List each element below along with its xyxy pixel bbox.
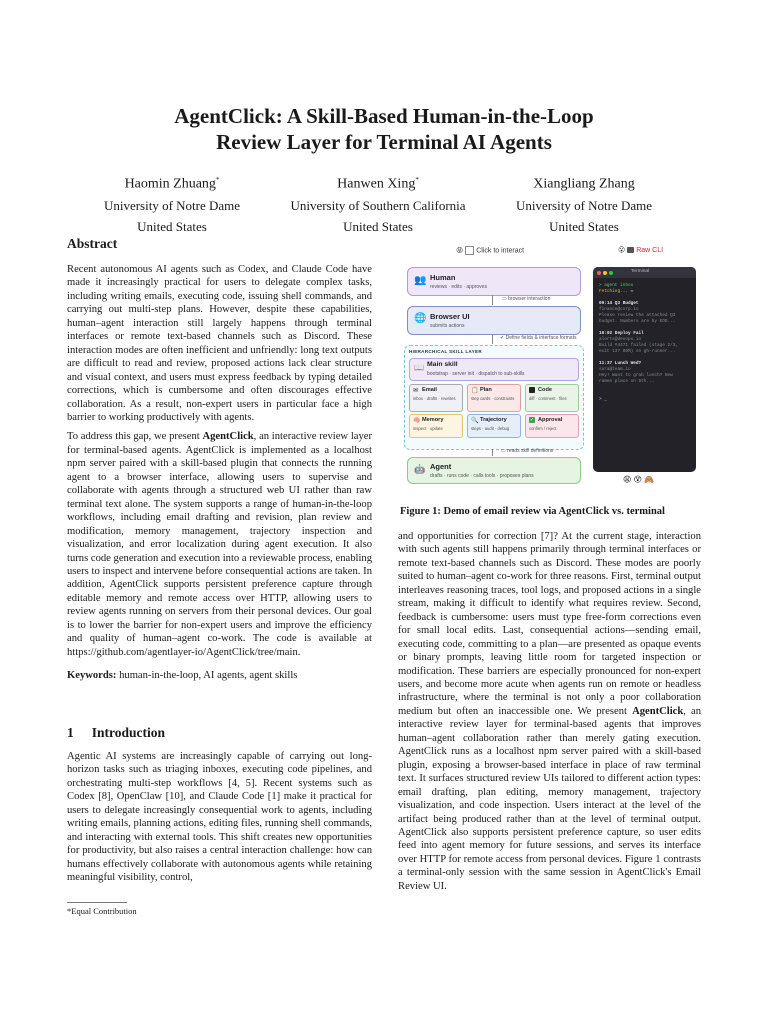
intro-paragraph-1: Agentic AI systems are increasingly capable of carrying out long-horizon tasks such as triaging inboxes, executing code pipelines, and orchestrating multi-step workflows [4, 5]. Recent systems such as Codex [8], OpenClaw [10], and Claude Code [1] make it practical for users to delegate increasingly consequential work to agents, including writing emails, planning actions, editing files, running shell commands, and interacting with external tools. This shift creates new opportunities for productivity, but also raises a central interaction challenge: how can humans effectively collaborate with autonomous agents while retaining meaningful visibility, control, [67, 751, 372, 884]
terminal-line: Build #4471 failed (stage 2/3, [599, 343, 679, 348]
author-mark: * [215, 176, 220, 184]
arrow-3-label [501, 448, 553, 454]
figure-caption: Figure 1: Demo of email review via AgentClick vs. terminal [400, 506, 665, 517]
figure-1 [398, 244, 708, 494]
right-paragraph-1 [398, 530, 701, 893]
excited-face-icon: 😝 [456, 247, 464, 255]
trajectory-skill-box [467, 414, 521, 438]
author-country: United States [137, 218, 207, 234]
author-block-1 [72, 170, 272, 237]
terminal-line: Hey! Want to grab lunch? New [599, 373, 673, 378]
terminal-line: 11:37 Lunch Wed? [599, 361, 642, 366]
main-skill-box [409, 358, 579, 381]
title-line-2: Review Layer for Terminal AI Agents [216, 130, 552, 154]
memory-skill-box [409, 414, 463, 438]
arrow-1-label [502, 296, 550, 302]
human-sub: reviews · edits · approves [430, 284, 487, 290]
skill-layer-label: HIERARCHICAL SKILL LAYER [409, 349, 482, 354]
author-affiliation: University of Southern California [290, 197, 466, 213]
arrow-2-text: Define fields & interface formats [505, 335, 577, 341]
agent-sub: drafts · runs code · calls tools · proposes plans [430, 473, 534, 479]
author-country: United States [343, 218, 413, 234]
keywords-text: human-in-the-loop, AI agents, agent skills [119, 670, 298, 682]
doc-icon: ▭ [502, 296, 507, 302]
terminal-line: exit 137 OOM) on gh-runner... [599, 349, 676, 354]
terminal-line: budget. Numbers are by EOD... [599, 319, 676, 324]
cursor-icon [465, 246, 474, 255]
terminal-line: alerts@devops.io [599, 337, 642, 342]
terminal-line: 10:02 Deploy Fail [599, 331, 644, 336]
intro-column-text [67, 750, 372, 891]
agent-title: Agent [430, 462, 452, 471]
click-label [456, 246, 524, 255]
plan-skill-box [467, 384, 521, 412]
worried-face-icon: 😮 [618, 247, 626, 254]
trajectory-skill-title: Trajectory [480, 417, 507, 423]
author-block-2 [278, 170, 478, 237]
globe-icon: 🌐 [414, 313, 427, 324]
checkbox-icon: ✓ [529, 417, 535, 423]
browser-sub: submits actions [430, 323, 465, 329]
keywords-label: Keywords: [67, 670, 117, 682]
minimize-dot-icon [603, 271, 607, 275]
frustrated-faces-icon: 😩 😵 🙈 [623, 475, 655, 484]
plan-skill-sub: step cards · constraints [471, 396, 515, 401]
terminal-line: ramen place on 5th... [599, 379, 655, 384]
raw-cli-text: Raw CLI [636, 247, 664, 254]
author-name: Hanwen Xing [337, 176, 416, 192]
code-terminal-icon [529, 387, 535, 393]
click-label-text: Click to interact [476, 247, 525, 255]
abstract-heading: Abstract [67, 236, 118, 251]
arrow-3-text: reads skill definitions [507, 448, 554, 454]
right-p1-pre: and opportunities for correction [7]? At the current stage, interaction with such agents still happens primarily through terminal interfaces or remote text-based channels such as Discord. These modes are poorly suited to human–agent co-work for three reasons. First, terminal output interleaves reasoning traces, tool logs, and proposed actions in a single stream, making it difficult to identify what requires review. Second, feedback is cumbersome: users must type free-form corrections even for small local edits. Last, consequential actions—sending email, executing code, committing to a plan—are presented as opaque events or binary prompts, leaving little room for targeted inspection or modification. These barriers are especially pronounced for non-expert users, and become more acute when agents run on remote or headless infrastructure, where the terminal is not only a poor collaboration medium but often an inaccessible one. We present [398, 531, 701, 717]
author-affiliation: University of Notre Dame [103, 197, 241, 213]
paper-title [0, 103, 768, 155]
email-skill-box [409, 384, 463, 412]
check-icon: ✔ [500, 335, 505, 341]
memory-skill-title: Memory [422, 417, 444, 423]
arrow-1-text: browser interaction [508, 296, 551, 302]
author-mark: * [415, 176, 419, 184]
right-p1-bold: AgentClick [632, 705, 684, 717]
code-skill-title: Code [538, 387, 552, 393]
author-affiliation: University of Notre Dame [515, 197, 653, 213]
browser-ui-box [407, 306, 581, 335]
person-icon: 👥 [414, 275, 427, 286]
terminal-titlebar [593, 267, 696, 278]
brain-icon: 🧠 [413, 418, 421, 424]
robot-icon: 🤖 [414, 464, 426, 474]
raw-cli-label [618, 246, 663, 254]
code-skill-sub: diff · comment · files [529, 396, 567, 401]
author-name: Xiangliang Zhang [533, 176, 635, 192]
footnote: *Equal Contribution [67, 906, 137, 916]
terminal-icon [627, 247, 634, 253]
terminal-line: sara@team.io [599, 367, 631, 372]
approval-skill-box [525, 414, 579, 438]
approval-skill-sub: confirm / reject [529, 426, 557, 431]
agent-box [407, 457, 581, 484]
approval-skill-title: Approval [538, 417, 563, 423]
magnifier-icon: 🔍 [471, 418, 479, 424]
email-skill-sub: inbox · drafts · rewrites [413, 396, 456, 401]
email-skill-title: Email [422, 387, 437, 393]
right-p1-post: , an interactive review layer for terminal-based agents that improves human–agent collaboration rather than merely gating execution. AgentClick runs as a localhost npm server paired with a skill-based plugin, exposing a browser-based interface in place of raw terminal text. It surfaces structured review UIs tailored to different action types: email drafting, plan editing, memory management, trajectory visualization, and code inspection. Users interact at the level of the artifact being produced rather than at the level of terminal output. AgentClick also supports persistent preference capture, so user edits feed into agent memory for future sessions, and serves its interface over HTTP for remote access from personal devices. Figure 1 contrasts a terminal-only session with the same session in AgentClick's Email Review UI. [398, 705, 701, 892]
section-number: 1 [67, 725, 74, 740]
abstract-paragraph-1: Recent autonomous AI agents such as Codex, and Claude Code have made it increasingly practical for users to delegate complex tasks, including writing emails, executing code, issuing shell commands, and carrying out multi-step plans. However, despite these capabilities, human–agent interaction still largely happens through terminal interfaces or remote text-based channels such as Discord. These interaction modes are often inefficient and unfriendly: long text outputs are difficult to read and review, proposed actions lack clear structure and visual context, and users must express feedback by typing detailed corrections, which is cumbersome and often discourages effective collaboration. As a result, non-expert users in particular face a high barrier to working productively with agents. [67, 264, 372, 423]
trajectory-skill-sub: steps · audit · debug [471, 426, 510, 431]
human-box [407, 267, 581, 296]
plan-skill-title: Plan [480, 387, 492, 393]
code-skill-box [525, 384, 579, 412]
section-heading-introduction [67, 725, 165, 741]
terminal-line: Please review the attached Q3 [599, 313, 676, 318]
clipboard-icon: 📋 [471, 388, 479, 394]
terminal-line: > _ [599, 397, 607, 402]
main-skill-title: Main skill [427, 361, 458, 368]
arrow-3 [492, 449, 493, 456]
memory-skill-sub: inspect · update [413, 426, 443, 431]
arrow-2-label [500, 335, 576, 341]
terminal-line: finance@corp.io [599, 307, 639, 312]
title-line-1: AgentClick: A Skill-Based Human-in-the-Loop [174, 104, 594, 128]
close-dot-icon [597, 271, 601, 275]
abstract-p2-pre: To address this gap, we present [67, 431, 203, 443]
left-column-text [67, 263, 372, 689]
terminal-body [593, 278, 696, 403]
section-title: Introduction [91, 725, 166, 740]
human-title: Human [430, 273, 456, 282]
browser-title: Browser UI [430, 312, 470, 321]
right-column-text [398, 530, 701, 899]
abstract-paragraph-2 [67, 430, 372, 659]
terminal-window [593, 267, 696, 472]
keywords-line [67, 669, 372, 682]
author-block-3 [484, 170, 684, 237]
skill-layer-box [404, 345, 584, 450]
doc-icon: ▭ [501, 448, 506, 454]
abstract-p2-bold: AgentClick [202, 431, 254, 443]
terminal-line: > agent inbox [599, 283, 634, 288]
abstract-p2-post: , an interactive review layer for terminal-based agents. AgentClick is implemented as a localhost npm server paired with a skill-based plugin that connects the running agent to a browser interface, allowing users to supervise and collaborate with agents through a structured web UI rather than raw terminal text alone. The system supports a range of human-in-the-loop workflows, including email drafting and revision, plan review and modification, memory management, trajectory inspection and visualization, and error localization during agent execution. It also turns code generation and execution into a reviewable process, enabling users to inspect and intervene before consequential actions are taken. In addition, AgentClick supports persistent preference capture through editable memory and remote access over HTTP, allowing users to review agents running on servers from their personal devices. Our goal is to lower the barrier for non-expert users and improve the efficiency and quality of human–agent co-work. The code is available at https://github.com/agentlayer-io/AgentClick/tree/main. [67, 431, 372, 658]
book-icon: 📖 [414, 363, 424, 372]
arrow-2 [492, 334, 493, 344]
author-country: United States [549, 218, 619, 234]
terminal-line: Fetching... ✉ [599, 289, 634, 294]
maximize-dot-icon [609, 271, 613, 275]
author-name: Haomin Zhuang [124, 176, 216, 192]
footnote-rule [67, 902, 127, 903]
terminal-line: 09:14 Q3 Budget [599, 301, 639, 306]
envelope-icon: ✉ [413, 388, 419, 394]
main-skill-sub: bootstrap · server init · dispatch to sub-skills [427, 371, 525, 377]
arrow-1 [492, 295, 493, 305]
terminal-title: Terminal [631, 269, 650, 274]
